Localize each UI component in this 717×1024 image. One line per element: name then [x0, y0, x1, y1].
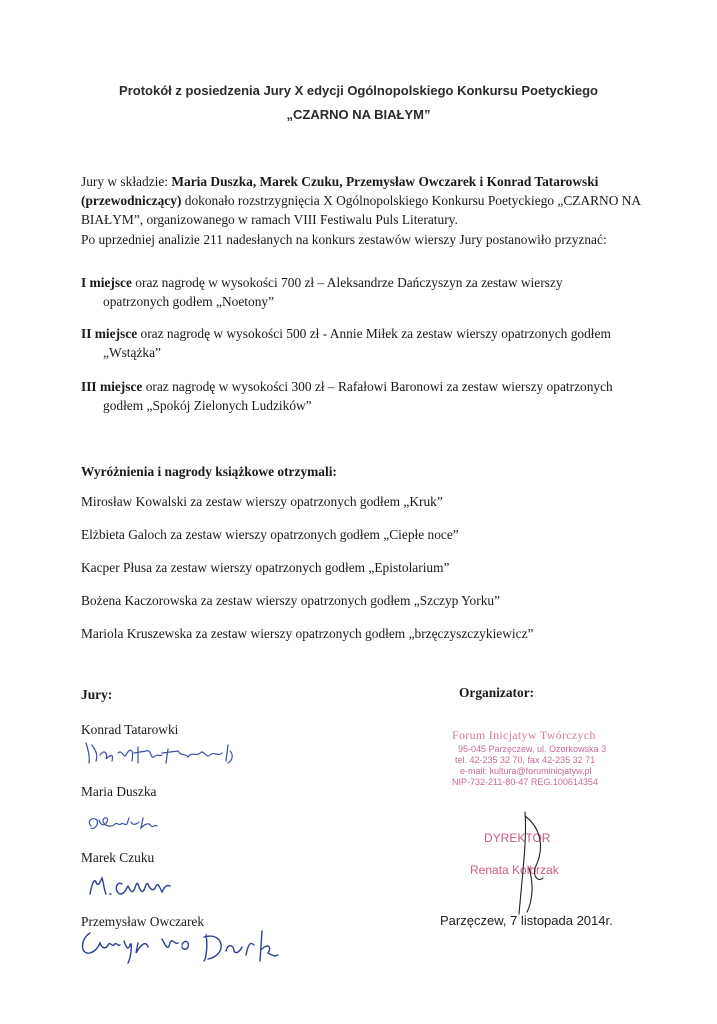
document-title-line2: „CZARNO NA BIAŁYM”	[286, 107, 431, 122]
signature-owczarek	[78, 925, 288, 970]
signatory-name-1: Konrad Tatarowki	[81, 722, 179, 737]
signature-czuku	[86, 872, 186, 902]
stamp-email: e-mail: kultura@foruminicjatyw.pl	[460, 766, 592, 776]
prize-3-cont: godłem „Spokój Zielonych Ludzików”	[103, 398, 312, 413]
organizer-stamp	[452, 728, 662, 788]
document-title-line1: Protokół z posiedzenia Jury X edycji Ogólnopolskiego Konkursu Poetyckiego	[119, 83, 598, 98]
prize-1	[81, 273, 681, 311]
organizer-label-text: Organizator:	[459, 685, 535, 700]
distinctions-heading-text: Wyróżnienia i nagrody książkowe otrzymali:	[81, 464, 337, 479]
signatory-name-2: Maria Duszka	[81, 784, 157, 799]
prize-2-text: oraz nagrodę w wysokości 500 zł - Annie Miłek za zestaw wierszy opatrzonych godłem	[137, 326, 611, 341]
distinctions-heading	[81, 462, 681, 481]
prize-2-cont: „Wstążka”	[103, 345, 161, 360]
signature-duszka	[85, 812, 165, 837]
distinction-item: Mariola Kruszewska za zestaw wierszy opatrzonych godłem „brzęczyszczykiewicz”	[81, 626, 534, 641]
distinction-item: Mirosław Kowalski za zestaw wierszy opatrzonych godłem „Kruk”	[81, 494, 443, 509]
distinction-item: Bożena Kaczorowska za zestaw wierszy opatrzonych godłem „Szczyp Yorku”	[81, 593, 501, 608]
organizer-label	[459, 685, 534, 701]
stamp-address: 95-045 Parzęczew, ul. Ozorkowska 3	[458, 744, 607, 754]
jury-members: Maria Duszka, Marek Czuku, Przemysław Owczarek i Konrad Tatarowski	[171, 174, 599, 189]
signatory-name-4: Przemysław Owczarek	[81, 914, 205, 929]
prize-2	[81, 324, 681, 362]
distinction-item: Elżbieta Galoch za zestaw wierszy opatrzonych godłem „Ciepłe noce”	[81, 527, 459, 542]
stamp-tel: tel. 42-235 32 70, fax 42-235 32 71	[455, 755, 596, 765]
prize-3	[81, 377, 681, 415]
intro-prefix: Jury w składzie:	[81, 174, 172, 189]
prize-2-place: II miejsce	[81, 326, 138, 341]
jury-label-text: Jury:	[81, 687, 113, 702]
stamp-role: DYREKTOR	[484, 831, 551, 845]
prize-1-text: oraz nagrodę w wysokości 700 zł – Aleksandrze Dańczyszyn za zestaw wierszy	[131, 275, 563, 290]
jury-chair: (przewodniczący)	[81, 193, 182, 208]
stamp-signatory-name: Renata Kolbrzak	[470, 863, 559, 877]
prize-1-place: I miejsce	[81, 275, 132, 290]
intro-rest: dokonało rozstrzygnięcia X Ogólnopolskiego Konkursu Poetyckiego „CZARNO NA BIAŁYM”, organizowanego w ramach VIII Festiwalu Puls Literatury.	[81, 193, 641, 227]
signatory-name-3: Marek Czuku	[81, 850, 155, 865]
signature-tatarowski	[82, 735, 242, 770]
jury-label	[81, 687, 112, 703]
prize-1-cont: opatrzonych godłem „Noetony”	[103, 294, 275, 309]
prize-3-place: III miejsce	[81, 379, 143, 394]
intro-paragraph	[81, 172, 681, 229]
prize-3-text: oraz nagrodę w wysokości 300 zł – Rafałowi Baronowi za zestaw wierszy opatrzonych	[142, 379, 613, 394]
stamp-nip: NIP-732-211-80-47 REG.100614354	[452, 777, 598, 787]
distinction-item: Kacper Płusa za zestaw wierszy opatrzonych godłem „Epistolarium”	[81, 560, 450, 575]
signature-director	[505, 808, 565, 918]
intro-analysis: Po uprzedniej analizie 211 nadesłanych na konkurs zestawów wierszy Jury postanowiło przyznać:	[81, 232, 607, 247]
document-date: Parzęczew, 7 listopada 2014r.	[440, 913, 613, 928]
stamp-org-name: Forum Inicjatyw Twórczych	[452, 728, 596, 742]
